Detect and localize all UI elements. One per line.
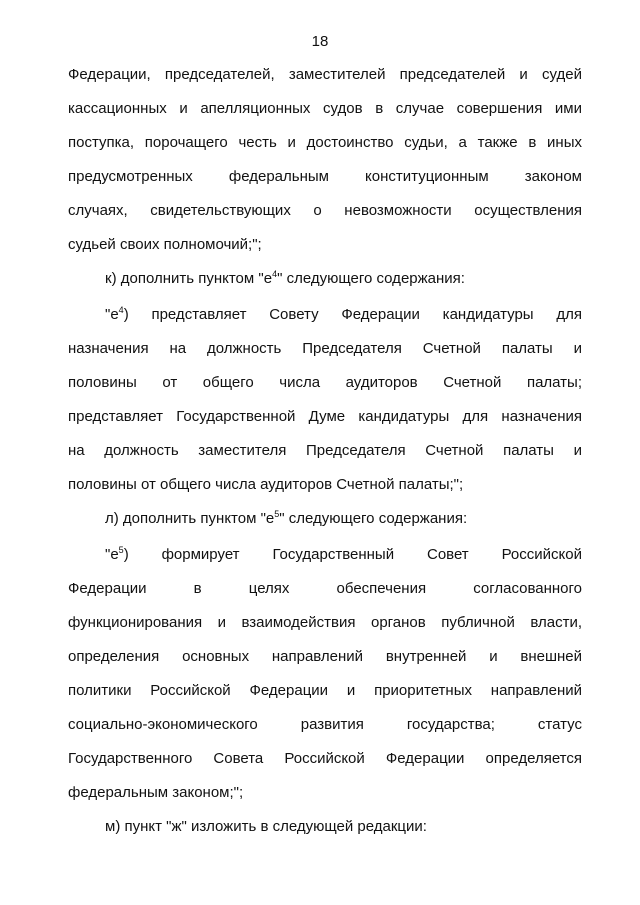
page-number: 18 xyxy=(311,33,329,50)
paragraph-l xyxy=(105,510,582,527)
text-line: Федерации, председателей, заместителей председателей и судей xyxy=(68,66,582,83)
text-segment: л) дополнить пунктом "е xyxy=(105,510,275,527)
text-segment: "е xyxy=(105,306,119,323)
text-line: половины от общего числа аудиторов Счетной палаты; xyxy=(68,374,582,391)
text-line: социально-экономического развития государства; статус xyxy=(68,716,582,733)
text-line: федеральным законом;"; xyxy=(68,784,244,801)
text-line: предусмотренных федеральным конституционным законом xyxy=(68,168,582,185)
text-line: Государственного Совета Российской Федерации определяется xyxy=(68,750,582,767)
text-segment: " следующего содержания: xyxy=(279,510,468,527)
text-line: назначения на должность Председателя Счетной палаты и xyxy=(68,340,582,357)
superscript: 4 xyxy=(272,269,278,279)
text-line: функционирования и взаимодействия органов публичной власти, xyxy=(68,614,582,631)
text-line: представляет Государственной Думе кандидатуры для назначения xyxy=(68,408,582,425)
text-line: политики Российской Федерации и приоритетных направлений xyxy=(68,682,582,699)
text-line: определения основных направлений внутренней и внешней xyxy=(68,648,582,665)
text-segment: "е xyxy=(105,546,119,563)
paragraph-m: м) пункт "ж" изложить в следующей редакции: xyxy=(105,818,427,835)
text-line: кассационных и апелляционных судов в случае совершения ими xyxy=(68,100,582,117)
superscript: 5 xyxy=(274,509,280,519)
superscript: 5 xyxy=(118,545,124,555)
text-line: Федерации в целях обеспечения согласованного xyxy=(68,580,582,597)
text-segment: ) формирует Государственный Совет Российской xyxy=(123,546,582,563)
text-line: на должность заместителя Председателя Счетной палаты и xyxy=(68,442,582,459)
text-line: половины от общего числа аудиторов Счетной палаты;"; xyxy=(68,476,464,493)
text-line: случаях, свидетельствующих о невозможности осуществления xyxy=(68,202,582,219)
text-line: судьей своих полномочий;"; xyxy=(68,236,262,253)
superscript: 4 xyxy=(118,305,124,315)
text-segment: к) дополнить пунктом "е xyxy=(105,270,273,287)
paragraph-e5-first-line xyxy=(105,546,582,563)
text-segment: ) представляет Совету Федерации кандидатуры для xyxy=(123,306,582,323)
text-line: поступка, порочащего честь и достоинство судьи, а также в иных xyxy=(68,134,582,151)
paragraph-k xyxy=(105,270,582,287)
text-segment: " следующего содержания: xyxy=(277,270,465,287)
paragraph-e4-first-line xyxy=(105,306,582,323)
